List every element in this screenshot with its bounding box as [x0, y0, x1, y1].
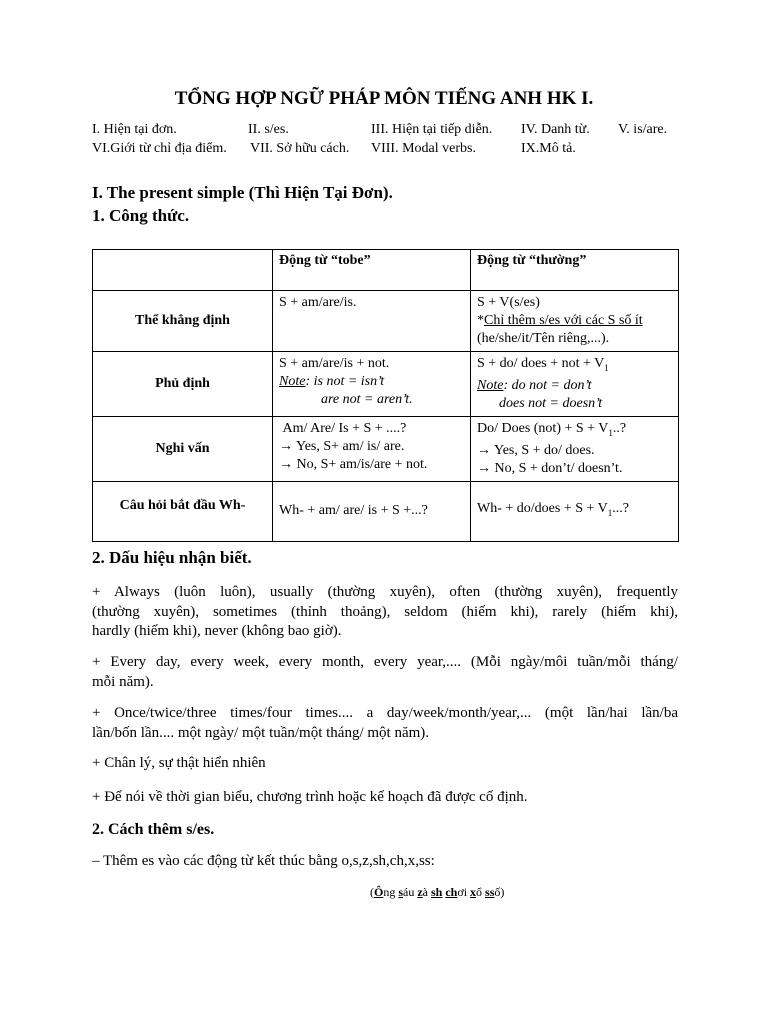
toc-item-present-continuous: III. Hiện tại tiếp diễn. — [371, 122, 493, 137]
table-row-affirmative — [93, 291, 679, 352]
paragraph-truths: + Chân lý, sự thật hiển nhiên — [92, 755, 266, 771]
question-regular-formula: Do/ Does $(not) + S + V_1$..? — [477, 420, 627, 438]
negative-tobe-note: Note: is not = isn’t — [279, 374, 385, 389]
negative-regular-note: Note: do not = don’t — [477, 377, 592, 393]
question-regular-no: → No, S + don’t/ doesn’t. — [477, 460, 623, 476]
question-tobe-formula: Am/ Are/ Is + S + ....? — [282, 420, 407, 436]
affirmative-note-subjects: (he/she/it/Tên riêng,...). — [477, 331, 610, 346]
row-label-affirmative: Thể khẳng định — [93, 291, 273, 352]
row-label-negative: Phủ định — [93, 352, 273, 417]
negative-tobe-formula: S + am/are/is + not. — [279, 356, 390, 371]
toc-item-possessive: VII. Sở hữu cách. — [250, 141, 350, 156]
column-header-tobe: Động từ “tobe” — [273, 250, 471, 291]
paragraph-schedules: + Để nói về thời gian biểu, chương trình hoặc kế hoạch đã được cố định. — [92, 789, 528, 805]
affirmative-note: *Chỉ thêm s/es với các S số ít — [477, 313, 643, 328]
cell-question-regular — [471, 416, 679, 481]
subheading-signs: 2. Dấu hiệu nhận biết. — [92, 548, 252, 567]
section-heading-present-simple: I. The present simple (Thì Hiện Tại Đơn). — [92, 183, 393, 202]
toc-item-prepositions: VI.Giới từ chỉ địa điểm. — [92, 141, 227, 156]
cell-question-tobe — [273, 416, 471, 481]
table-header-row — [93, 250, 679, 291]
negative-tobe-contraction: are not = aren’t. — [321, 392, 413, 407]
paragraph-every-expressions: + Every day, every week, every month, every year,.... (Mỗi ngày/môi tuần/mỗi tháng/ mỗi năm). — [92, 654, 678, 690]
toc-item-modal-verbs: VIII. Modal verbs. — [371, 141, 476, 156]
toc-item-description: IX.Mô tả. — [521, 141, 576, 156]
paragraph-times-expressions: + Once/twice/three times/four times.... a day/week/month/year,... (một lần/hai lần/ba lần/bốn lần.... một ngày/ một tuần/một tháng/ một năm). — [92, 705, 678, 741]
negative-regular-contraction: does not = doesn’t — [499, 395, 603, 411]
question-tobe-no: → No, S+ am/is/are + not. — [279, 456, 428, 472]
cell-negative-tobe — [273, 352, 471, 417]
subheading-adding-s-es: 2. Cách thêm s/es. — [92, 821, 215, 838]
table-row-negative — [93, 352, 679, 417]
table-corner-cell — [93, 250, 273, 291]
document-title: TỔNG HỢP NGỮ PHÁP MÔN TIẾNG ANH HK I. — [174, 88, 594, 109]
subheading-formula: 1. Công thức. — [92, 206, 190, 225]
question-regular-yes: → Yes, S + do/ does. — [477, 442, 595, 458]
mnemonic-phrase: (Ông sáu zà sh chơi xổ ssố) — [370, 885, 505, 899]
toc-item-s-es: II. s/es. — [248, 122, 289, 137]
toc-item-is-are: V. is/are. — [618, 122, 668, 137]
cell-wh-tobe: Wh- + am/ are/ is + S +...? — [273, 481, 471, 541]
paragraph-frequency-adverbs: + Always (luôn luôn), usually (thường xuyên), often (thường xuyên), frequently (thường xuyên), sometimes (thỉnh thoảng), seldom (hiếm khi), rarely (hiếm khi), hardly (hiếm khi), never (không bao giờ). — [92, 584, 678, 639]
cell-wh-regular: Wh- + do/does + $S + V_1$...? — [471, 481, 679, 541]
table-row-question — [93, 416, 679, 481]
grammar-table — [92, 249, 679, 542]
column-header-regular-verb: Động từ “thường” — [471, 250, 679, 291]
rule-add-es: – Thêm es vào các động từ kết thúc bằng o,s,z,sh,ch,x,ss: — [92, 853, 435, 869]
affirmative-formula: S + V(s/es) — [477, 295, 540, 310]
row-label-wh-question: Câu hỏi bắt đầu Wh- — [93, 481, 273, 541]
cell-affirmative-tobe: S + am/are/is. — [273, 291, 471, 352]
cell-negative-regular — [471, 352, 679, 417]
row-label-question: Nghi vấn — [93, 416, 273, 481]
question-tobe-yes: → Yes, S+ am/ is/ are. — [279, 438, 405, 454]
cell-affirmative-regular — [471, 291, 679, 352]
negative-regular-formula: S + do/ does + not + $V_1$ — [477, 356, 609, 373]
toc-item-present-simple: I. Hiện tại đơn. — [92, 122, 177, 137]
toc-item-nouns: IV. Danh từ. — [521, 122, 590, 137]
table-row-wh-question — [93, 481, 679, 541]
